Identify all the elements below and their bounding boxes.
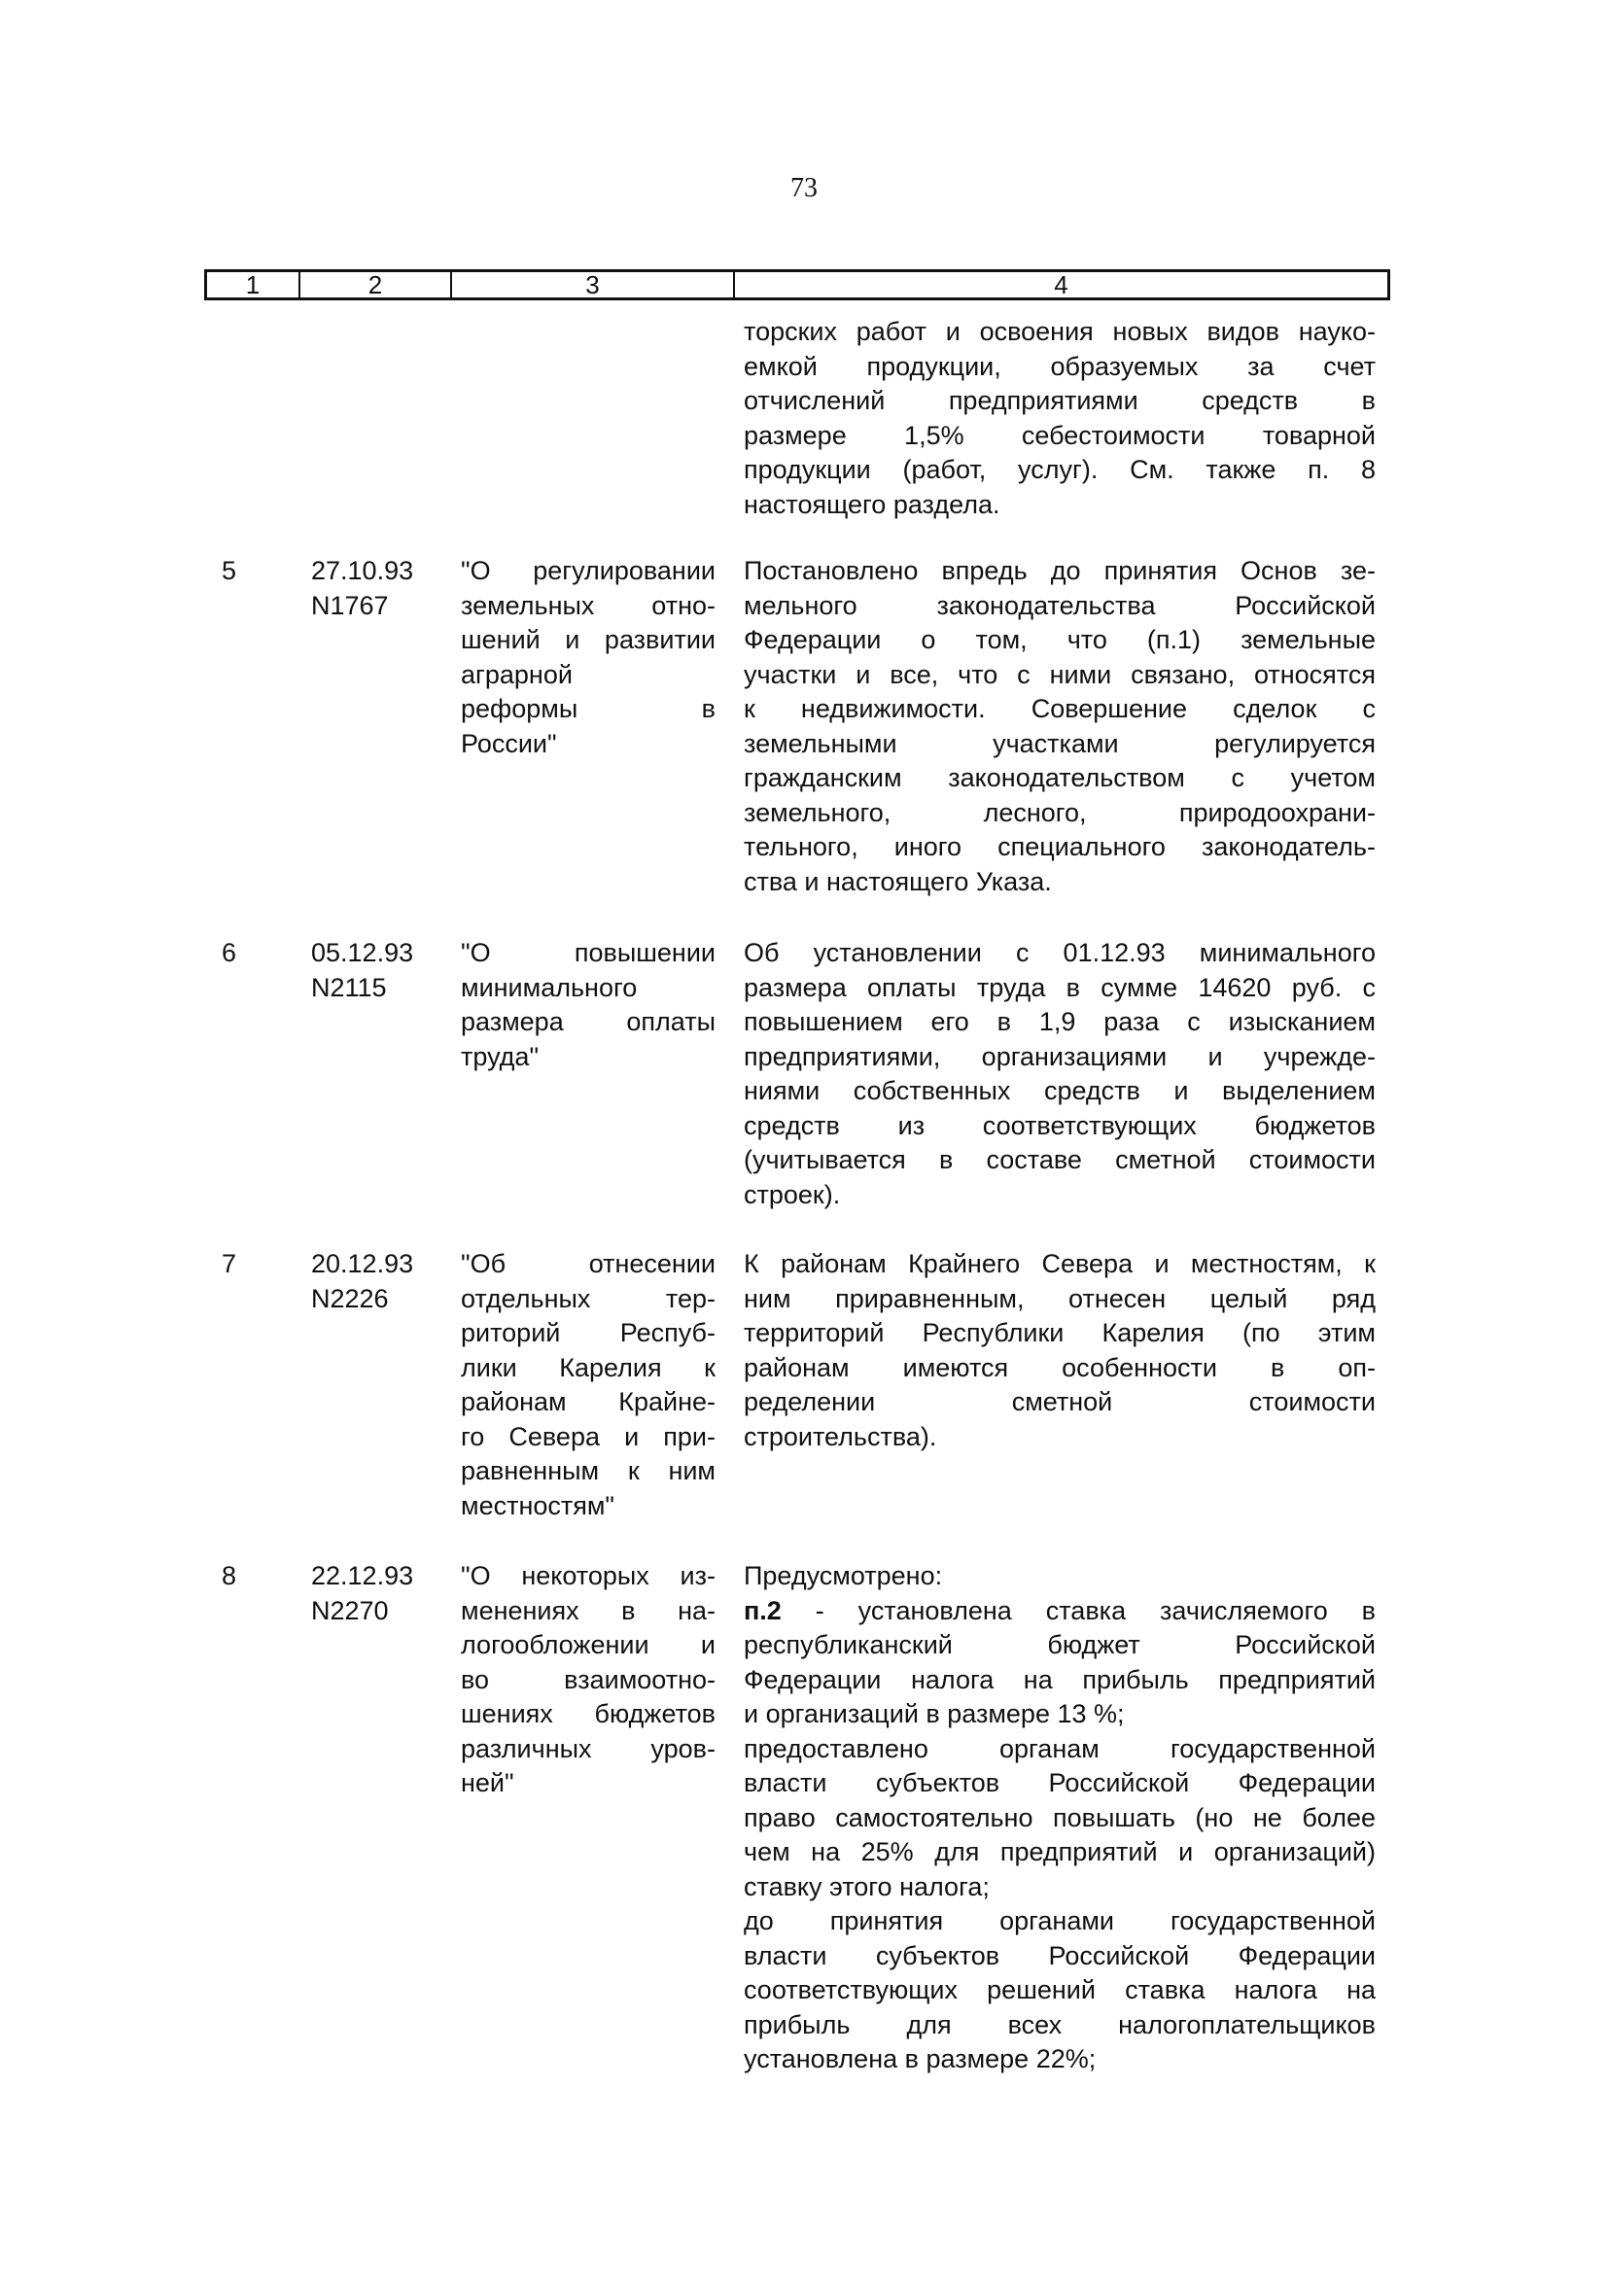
row-8-number: 8 [222, 1561, 237, 1590]
description-line: земельными участками регулируется [744, 728, 1376, 758]
description-line: до принятия органами государственной [744, 1906, 1376, 1935]
description-line: мельного законодательства Российской [744, 590, 1376, 620]
decree-date: 22.12.93 [311, 1561, 414, 1590]
description-line: отчислений предприятиями средств в [744, 386, 1376, 415]
description-line: ним приравненным, отнесен целый ряд [744, 1283, 1376, 1313]
description-line: право самостоятельно повышать (но не более [744, 1802, 1376, 1832]
table-header [204, 269, 1390, 300]
row-6-date [311, 936, 447, 1005]
description-line: участки и все, что с ними связано, относятся [744, 659, 1376, 689]
description-line: средств из соответствующих бюджетов [744, 1110, 1376, 1140]
title-line: шениях бюджетов [461, 1699, 716, 1728]
description-line: Федерации налога на прибыль предприятий [744, 1664, 1376, 1694]
title-line: реформы в [461, 694, 716, 723]
decree-date: 27.10.93 [311, 556, 414, 585]
decree-date: 05.12.93 [311, 938, 414, 967]
title-line: ней" [461, 1768, 514, 1797]
description-line: к недвижимости. Совершение сделок с [744, 694, 1376, 723]
description-line: территорий Республики Карелия (по этим [744, 1318, 1376, 1347]
row-5-number: 5 [222, 556, 237, 585]
description-line: настоящего раздела. [744, 489, 1000, 519]
description-text: - установлена ставка зачисляемого в [781, 1595, 1376, 1625]
description-line: прибыль для всех налогоплательщиков [744, 2009, 1376, 2039]
description-line: предоставлено органам государственной [744, 1733, 1376, 1763]
description-line: строительства). [744, 1421, 937, 1451]
description-line: продукции (работ, услуг). См. также п. 8 [744, 455, 1376, 484]
row-5-date [311, 554, 447, 623]
title-line: отдельных тер- [461, 1283, 716, 1313]
row-8-description [744, 1559, 1376, 2077]
description-line: торских работ и освоения новых видов науко- [744, 317, 1376, 346]
description-line [744, 1594, 1376, 1629]
description-line: власти субъектов Российской Федерации [744, 1768, 1376, 1797]
row-5-description [744, 554, 1376, 899]
title-line: "Об отнесении [461, 1249, 716, 1278]
description-line: республиканский бюджет Российской [744, 1630, 1376, 1659]
description-line: чем на 25% для предприятий и организаций) [744, 1837, 1376, 1866]
description-line: размера оплаты труда в сумме 14620 руб. с [744, 972, 1376, 1002]
description-line: емкой продукции, образуемых за счет [744, 351, 1376, 381]
decree-number: N2270 [311, 1595, 389, 1625]
description-line: Федерации о том, что (п.1) земельные [744, 625, 1376, 654]
title-line: аграрной [461, 659, 573, 689]
point-label: п.2 [744, 1595, 782, 1625]
title-line: земельных отно- [461, 590, 716, 620]
title-line: различных уров- [461, 1733, 716, 1763]
title-line: во взаимоотно- [461, 1664, 716, 1694]
title-line: логообложении и [461, 1630, 716, 1659]
description-line: земельного, лесного, природоохрани- [744, 797, 1376, 827]
description-line: повышением его в 1,9 раза с изысканием [744, 1007, 1376, 1036]
description-line: районам имеются особенности в оп- [744, 1352, 1376, 1382]
row-8-date [311, 1559, 447, 1628]
description-line: предприятиями, организациями и учрежде- [744, 1041, 1376, 1071]
description-line: Постановлено впредь до принятия Основ зе- [744, 556, 1376, 585]
row-7-title [461, 1247, 716, 1523]
row-6-description [744, 936, 1376, 1212]
row-6-number: 6 [222, 938, 237, 967]
row-6-title [461, 936, 716, 1074]
title-line: го Севера и при- [461, 1421, 716, 1451]
row-7-number: 7 [222, 1249, 237, 1278]
column-header-3: 3 [452, 272, 735, 297]
title-line: районам Крайне- [461, 1387, 716, 1416]
title-line: труда" [461, 1041, 540, 1071]
description-line: размере 1,5% себестоимости товарной [744, 420, 1376, 450]
description-line: власти субъектов Российской Федерации [744, 1940, 1376, 1970]
description-line: гражданским законодательством с учетом [744, 763, 1376, 792]
title-line: шений и развитии [461, 625, 716, 654]
description-line: ределении сметной стоимости [744, 1387, 1376, 1416]
description-line: установлена в размере 22%; [744, 2044, 1097, 2073]
continuation-description [744, 315, 1376, 522]
row-8-title [461, 1559, 716, 1801]
title-line: "О повышении [461, 938, 716, 967]
title-line: размера оплаты [461, 1007, 716, 1036]
title-line: менениях в на- [461, 1595, 716, 1625]
decree-date: 20.12.93 [311, 1249, 414, 1278]
description-line: тельного, иного специального законодатель- [744, 832, 1376, 861]
description-intro: Предусмотрено: [744, 1561, 943, 1590]
title-line: лики Карелия к [461, 1352, 716, 1382]
page-number: 73 [790, 173, 818, 203]
title-line: риторий Респуб- [461, 1318, 716, 1347]
description-line: К районам Крайнего Севера и местностям, к [744, 1249, 1376, 1278]
description-line: ставку этого налога; [744, 1871, 990, 1901]
title-line: "О регулировании [461, 556, 716, 585]
title-line: минимального [461, 972, 638, 1002]
description-line: (учитывается в составе сметной стоимости [744, 1145, 1376, 1174]
column-header-4: 4 [1054, 270, 1068, 299]
title-line: равненным к ним [461, 1456, 716, 1485]
title-line: России" [461, 728, 557, 758]
title-line: "О некоторых из- [461, 1561, 716, 1590]
row-5-title [461, 554, 716, 761]
description-line: строек). [744, 1179, 841, 1209]
title-line: местностям" [461, 1490, 615, 1520]
description-line: ства и настоящего Указа. [744, 866, 1052, 896]
column-header-1: 1 [207, 272, 300, 297]
description-line: соответствующих решений ставка налога на [744, 1975, 1376, 2004]
decree-number: N2115 [311, 972, 387, 1002]
description-line: ниями собственных средств и выделением [744, 1076, 1376, 1105]
description-line: и организаций в размере 13 %; [744, 1699, 1125, 1728]
decree-number: N2226 [311, 1283, 389, 1313]
column-header-2: 2 [300, 272, 452, 297]
row-7-date [311, 1247, 447, 1316]
decree-number: N1767 [311, 590, 389, 620]
row-7-description [744, 1247, 1376, 1454]
description-line: Об установлении с 01.12.93 минимального [744, 938, 1376, 967]
